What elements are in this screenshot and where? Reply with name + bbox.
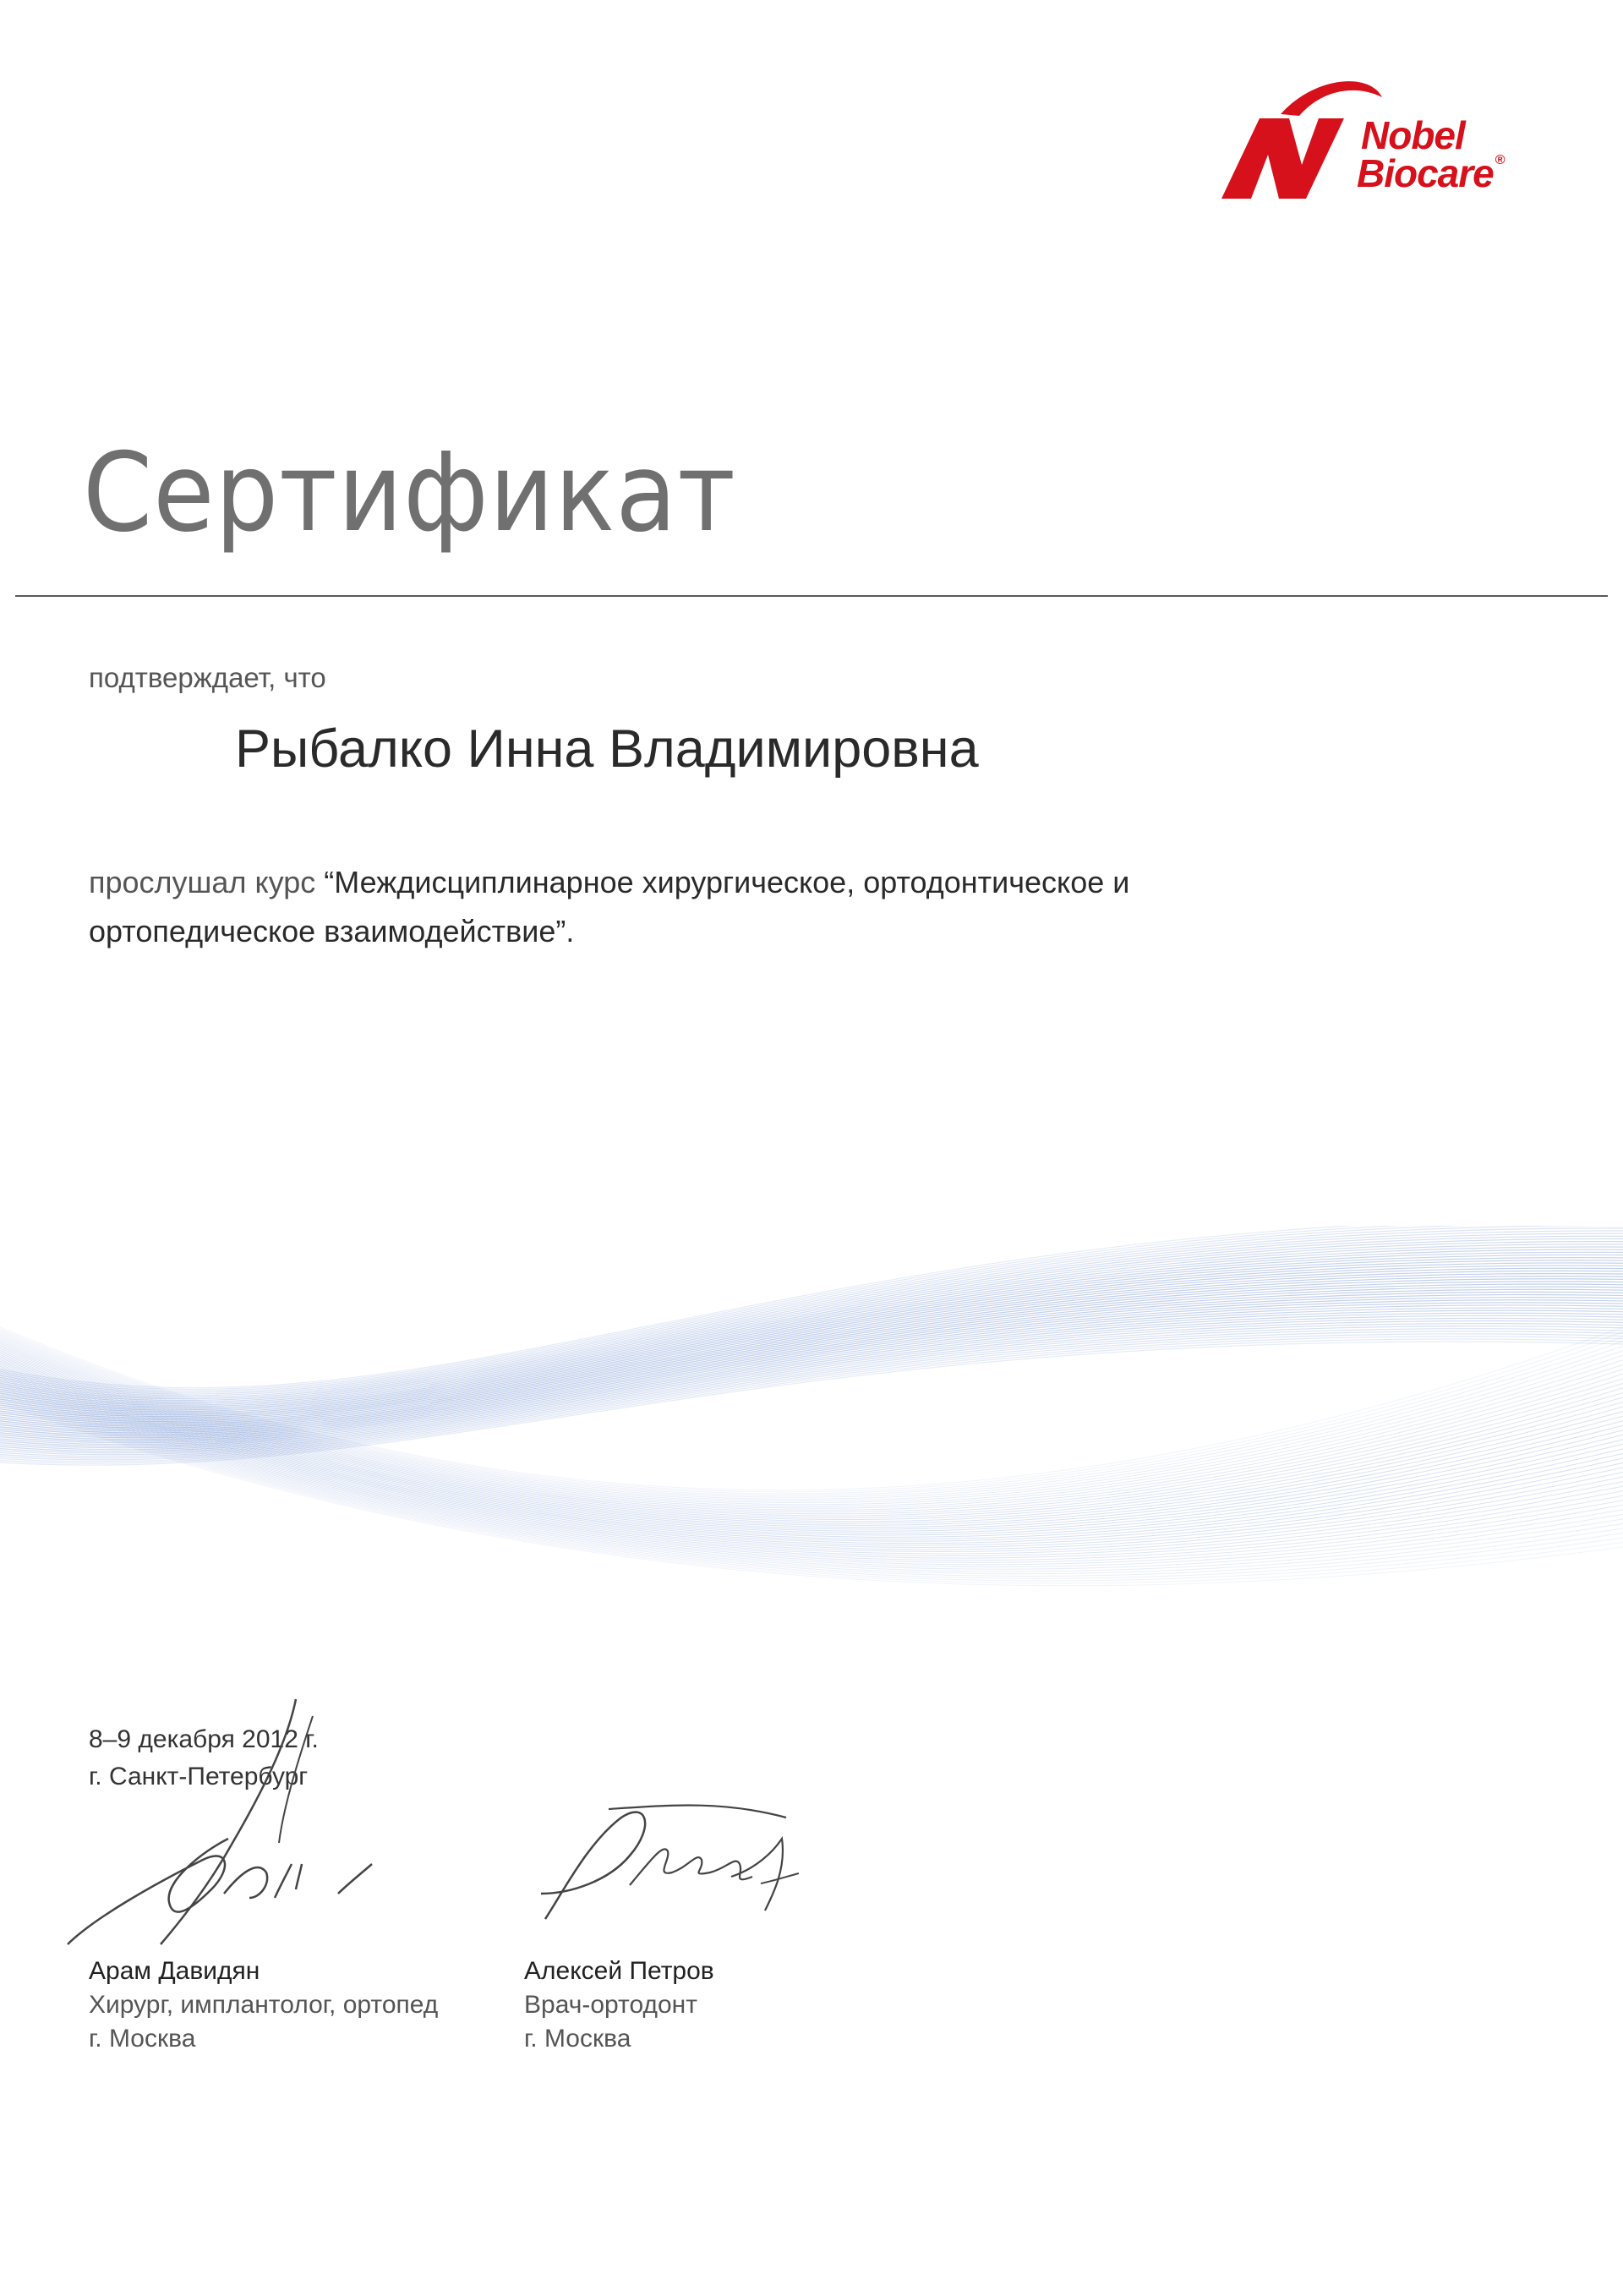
title-divider [15, 595, 1608, 597]
signatory-2 [524, 1954, 714, 2056]
signature-davidyan [59, 1691, 423, 1970]
signatory-name: Алексей Петров [524, 1957, 714, 1985]
signatory-city: г. Москва [89, 2025, 196, 2053]
course-lead: прослушал курс [89, 865, 316, 899]
course-paragraph [89, 858, 1340, 956]
course-name: “Междисциплинарное хирургическое, ортодонтическое и ортопедическое взаимодействие”. [89, 865, 1130, 948]
signatory-city: г. Москва [524, 2025, 631, 2053]
signatory-role: Врач-ортодонт [524, 1991, 697, 2019]
signatory-name: Арам Давидян [89, 1957, 260, 1985]
signatory-role: Хирург, имплантолог, ортопед [89, 1991, 439, 2019]
signatory-1 [89, 1954, 438, 2056]
logo-text-biocare: Biocare ® [1357, 151, 1505, 195]
signature-petrov [528, 1792, 816, 1927]
event-date: 8–9 декабря 2012 г. [89, 1725, 319, 1753]
event-city: г. Санкт-Петербург [89, 1763, 309, 1790]
confirms-text: подтверждает, что [89, 662, 326, 693]
recipient-name: Рыбалко Инна Владимировна [235, 719, 979, 779]
decorative-wave [0, 1226, 1623, 1699]
nobel-biocare-logo [1221, 80, 1543, 207]
logo-text-nobel: Nobel [1361, 113, 1465, 157]
certificate-title: Сертификат [83, 430, 736, 556]
